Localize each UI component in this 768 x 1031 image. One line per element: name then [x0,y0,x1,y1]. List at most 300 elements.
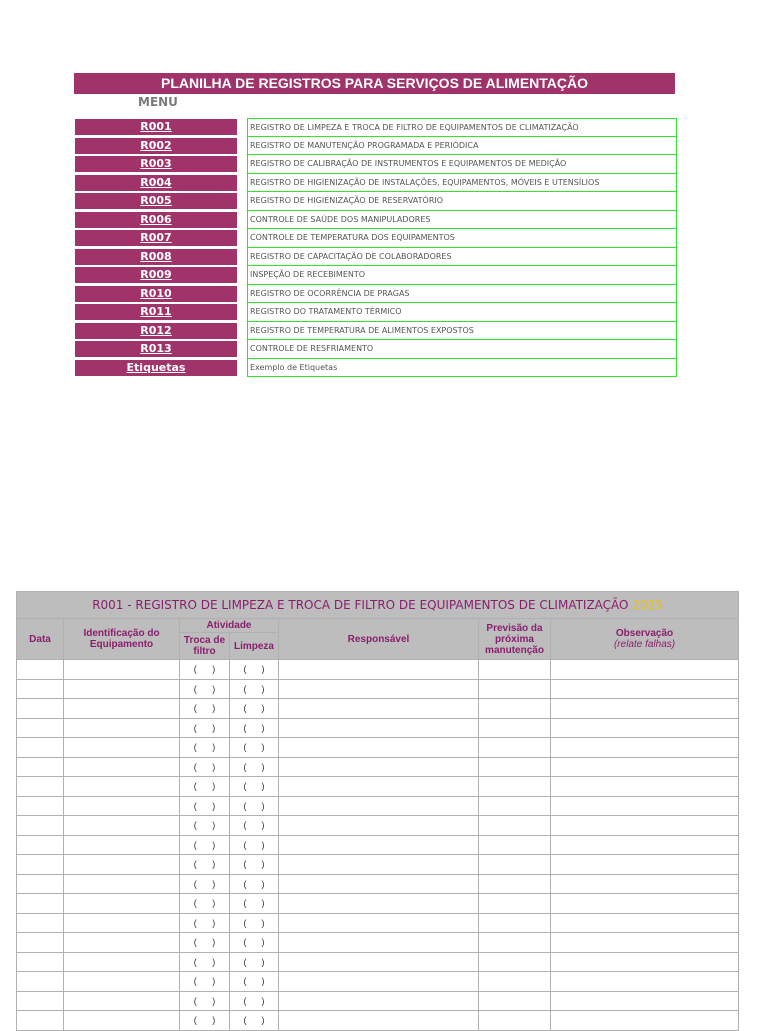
table-cell[interactable] [479,679,551,699]
paren-open: ( [193,800,197,811]
table-cell[interactable] [279,913,479,933]
table-cell[interactable] [551,874,739,894]
menu-link[interactable]: R004 [75,175,237,191]
table-cell[interactable] [17,874,64,894]
table-cell[interactable] [279,1011,479,1031]
paren-open: ( [243,878,247,889]
table-row [17,913,739,933]
checkbox-paren [180,859,229,869]
table-cell[interactable] [17,972,64,992]
table-cell[interactable] [479,874,551,894]
menu-row [75,137,677,156]
table-cell[interactable] [479,738,551,758]
table-cell[interactable] [551,816,739,836]
register-table [16,591,739,1031]
paren-open: ( [243,722,247,733]
paren-open: ( [243,839,247,850]
table-cell[interactable] [479,757,551,777]
troca-filtro-cell[interactable] [180,913,230,933]
col-responsavel-header: Responsável [279,619,479,660]
table-cell[interactable] [551,855,739,875]
checkbox-paren [180,996,229,1006]
checkbox-paren [230,879,278,889]
table-row [17,796,739,816]
limpeza-cell[interactable] [230,699,279,719]
menu-row [75,248,677,267]
table-cell[interactable] [17,738,64,758]
menu-row [75,192,677,211]
table-cell[interactable] [279,874,479,894]
troca-filtro-cell[interactable] [180,796,230,816]
menu-description: REGISTRO DE LIMPEZA E TROCA DE FILTRO DE EQUIPAMENTOS DE CLIMATIZAÇÃO [247,118,677,137]
table-cell[interactable] [479,972,551,992]
paren-close: ) [261,664,265,675]
paren-open: ( [243,781,247,792]
paren-close: ) [212,742,216,753]
table-cell[interactable] [551,894,739,914]
table-cell[interactable] [64,660,180,680]
troca-filtro-cell[interactable] [180,679,230,699]
paren-open: ( [193,683,197,694]
menu-description: REGISTRO DE HIGIENIZAÇÃO DE INSTALAÇÕES, EQUIPAMENTOS, MÓVEIS E UTENSÍLIOS [247,174,677,193]
table-cell[interactable] [479,718,551,738]
limpeza-cell[interactable] [230,738,279,758]
checkbox-paren [230,957,278,967]
paren-open: ( [193,781,197,792]
table-cell[interactable] [17,894,64,914]
paren-open: ( [243,800,247,811]
menu-description: REGISTRO DE CAPACITAÇÃO DE COLABORADORES [247,248,677,267]
table-cell[interactable] [551,933,739,953]
limpeza-cell[interactable] [230,991,279,1011]
checkbox-paren [230,840,278,850]
limpeza-cell[interactable] [230,757,279,777]
menu-link[interactable]: R013 [75,341,237,357]
menu-row [75,229,677,248]
col-obs-label: Observação [615,628,674,639]
menu-description: REGISTRO DE CALIBRAÇÃO DE INSTRUMENTOS E EQUIPAMENTOS DE MEDIÇÃO [247,155,677,174]
paren-open: ( [243,820,247,831]
table-cell[interactable] [551,991,739,1011]
table-cell[interactable] [279,699,479,719]
col-previsao-header: Previsão da próxima manutenção [479,619,551,660]
limpeza-cell[interactable] [230,952,279,972]
paren-open: ( [193,898,197,909]
paren-open: ( [193,722,197,733]
paren-close: ) [212,703,216,714]
troca-filtro-cell[interactable] [180,699,230,719]
table-cell[interactable] [479,894,551,914]
table-row [17,757,739,777]
col-equip-header: Identificação do Equipamento [64,619,180,660]
menu-link[interactable]: R002 [75,138,237,154]
paren-close: ) [261,781,265,792]
table-row [17,1011,739,1031]
paren-close: ) [261,703,265,714]
table-cell[interactable] [17,679,64,699]
menu-description: REGISTRO DE OCORRÊNCIA DE PRAGAS [247,285,677,304]
table-row [17,679,739,699]
table-cell[interactable] [551,835,739,855]
table-cell[interactable] [279,933,479,953]
checkbox-paren [230,996,278,1006]
table-cell[interactable] [64,835,180,855]
table-cell[interactable] [64,874,180,894]
paren-close: ) [212,683,216,694]
table-cell[interactable] [551,738,739,758]
paren-close: ) [261,937,265,948]
menu-description: REGISTRO DE HIGIENIZAÇÃO DE RESERVATÓRIO [247,192,677,211]
paren-close: ) [212,898,216,909]
menu-link[interactable]: R007 [75,230,237,246]
table-cell[interactable] [17,777,64,797]
checkbox-paren [230,723,278,733]
menu-description: REGISTRO DO TRATAMENTO TÉRMICO [247,303,677,322]
table-cell[interactable] [279,718,479,738]
menu-description: Exemplo de Etiquetas [247,359,677,378]
checkbox-paren [230,937,278,947]
table-cell[interactable] [551,796,739,816]
menu-description: REGISTRO DE MANUTENÇÃO PROGRAMADA E PERIÓDICA [247,137,677,156]
limpeza-cell[interactable] [230,874,279,894]
table-cell[interactable] [479,816,551,836]
col-obs-sublabel: (relate falhas) [613,639,676,650]
menu-description: CONTROLE DE TEMPERATURA DOS EQUIPAMENTOS [247,229,677,248]
limpeza-cell[interactable] [230,660,279,680]
table-cell[interactable] [64,855,180,875]
table-row [17,855,739,875]
col-troca-header: Troca de filtro [180,633,230,660]
troca-filtro-cell[interactable] [180,738,230,758]
table-cell[interactable] [64,816,180,836]
table-cell[interactable] [17,835,64,855]
paren-open: ( [193,859,197,870]
paren-close: ) [261,878,265,889]
table-cell[interactable] [279,894,479,914]
checkbox-paren [230,781,278,791]
menu-row [75,285,677,304]
menu-link[interactable]: R001 [75,119,237,135]
menu-description: CONTROLE DE RESFRIAMENTO [247,340,677,359]
table-cell[interactable] [279,679,479,699]
table-cell[interactable] [17,991,64,1011]
menu-description: INSPEÇÃO DE RECEBIMENTO [247,266,677,285]
paren-close: ) [261,722,265,733]
table-cell[interactable] [479,933,551,953]
paren-open: ( [193,820,197,831]
checkbox-paren [180,898,229,908]
table-cell[interactable] [479,1011,551,1031]
menu-row [75,303,677,322]
col-limpeza-header: Limpeza [230,633,279,660]
table-cell[interactable] [64,933,180,953]
paren-close: ) [212,937,216,948]
menu-link[interactable]: R005 [75,193,237,209]
table-row [17,738,739,758]
menu-row [75,155,677,174]
paren-close: ) [261,859,265,870]
table-cell[interactable] [551,660,739,680]
table-cell[interactable] [551,952,739,972]
table-row [17,816,739,836]
paren-open: ( [243,1015,247,1026]
paren-close: ) [261,761,265,772]
paren-close: ) [212,859,216,870]
checkbox-paren [180,703,229,713]
limpeza-cell[interactable] [230,796,279,816]
table-cell[interactable] [64,757,180,777]
table-cell[interactable] [279,835,479,855]
table-cell[interactable] [551,757,739,777]
paren-close: ) [261,917,265,928]
checkbox-paren [180,937,229,947]
menu-list [75,118,677,377]
menu-description: CONTROLE DE SAÚDE DOS MANIPULADORES [247,211,677,230]
limpeza-cell[interactable] [230,933,279,953]
table-row [17,933,739,953]
limpeza-cell[interactable] [230,718,279,738]
table-cell[interactable] [17,952,64,972]
paren-close: ) [261,820,265,831]
checkbox-paren [180,781,229,791]
table-cell[interactable] [551,777,739,797]
checkbox-paren [230,742,278,752]
limpeza-cell[interactable] [230,1011,279,1031]
checkbox-paren [180,957,229,967]
checkbox-paren [180,879,229,889]
checkbox-paren [180,664,229,674]
paren-open: ( [193,839,197,850]
troca-filtro-cell[interactable] [180,835,230,855]
table-cell[interactable] [279,816,479,836]
table-cell[interactable] [17,796,64,816]
paren-open: ( [243,995,247,1006]
checkbox-paren [180,723,229,733]
table-cell[interactable] [551,913,739,933]
paren-close: ) [261,898,265,909]
paren-close: ) [212,995,216,1006]
paren-open: ( [243,898,247,909]
table-cell[interactable] [279,972,479,992]
paren-close: ) [261,1015,265,1026]
troca-filtro-cell[interactable] [180,933,230,953]
table-row [17,972,739,992]
col-data-header: Data [17,619,64,660]
checkbox-paren [230,703,278,713]
register-table-wrapper [16,591,738,1031]
table-row [17,894,739,914]
table-cell[interactable] [64,991,180,1011]
table-cell[interactable] [17,699,64,719]
table-cell[interactable] [479,835,551,855]
paren-open: ( [193,937,197,948]
paren-open: ( [193,995,197,1006]
paren-close: ) [212,917,216,928]
paren-open: ( [193,917,197,928]
menu-label: MENU [138,95,178,109]
paren-open: ( [243,976,247,987]
table-cell[interactable] [479,777,551,797]
menu-description: REGISTRO DE TEMPERATURA DE ALIMENTOS EXPOSTOS [247,322,677,341]
limpeza-cell[interactable] [230,913,279,933]
table-cell[interactable] [64,972,180,992]
troca-filtro-cell[interactable] [180,718,230,738]
checkbox-paren [180,840,229,850]
paren-open: ( [243,917,247,928]
menu-link[interactable]: R010 [75,286,237,302]
register-title-text: R001 - REGISTRO DE LIMPEZA E TROCA DE FILTRO DE EQUIPAMENTOS DE CLIMATIZAÇÃO [92,598,629,612]
table-cell[interactable] [17,718,64,738]
menu-row [75,322,677,341]
col-atividade-header: Atividade [180,619,279,633]
checkbox-paren [230,684,278,694]
troca-filtro-cell[interactable] [180,972,230,992]
table-cell[interactable] [17,855,64,875]
paren-open: ( [243,664,247,675]
limpeza-cell[interactable] [230,835,279,855]
checkbox-paren [180,762,229,772]
table-cell[interactable] [64,738,180,758]
menu-link[interactable]: R008 [75,249,237,265]
table-cell[interactable] [64,679,180,699]
limpeza-cell[interactable] [230,855,279,875]
table-cell[interactable] [279,660,479,680]
limpeza-cell[interactable] [230,972,279,992]
table-cell[interactable] [279,757,479,777]
table-cell[interactable] [64,718,180,738]
table-row [17,718,739,738]
table-cell[interactable] [64,913,180,933]
table-row [17,699,739,719]
troca-filtro-cell[interactable] [180,816,230,836]
table-cell[interactable] [64,777,180,797]
page-title: PLANILHA DE REGISTROS PARA SERVIÇOS DE ALIMENTAÇÃO [74,73,675,94]
table-cell[interactable] [479,952,551,972]
table-cell[interactable] [64,796,180,816]
troca-filtro-cell[interactable] [180,660,230,680]
register-year: 2025 [632,598,663,612]
checkbox-paren [230,801,278,811]
table-cell[interactable] [551,699,739,719]
table-cell[interactable] [17,1011,64,1031]
paren-close: ) [261,976,265,987]
table-cell[interactable] [479,855,551,875]
menu-link[interactable]: R003 [75,156,237,172]
table-cell[interactable] [551,679,739,699]
table-cell[interactable] [479,991,551,1011]
checkbox-paren [230,918,278,928]
paren-open: ( [193,664,197,675]
table-cell[interactable] [279,777,479,797]
table-cell[interactable] [17,660,64,680]
table-cell[interactable] [64,1011,180,1031]
table-cell[interactable] [479,699,551,719]
menu-row [75,359,677,378]
table-row [17,660,739,680]
menu-row [75,211,677,230]
table-cell[interactable] [479,796,551,816]
table-cell[interactable] [551,972,739,992]
paren-open: ( [193,956,197,967]
table-cell[interactable] [279,952,479,972]
table-row [17,835,739,855]
checkbox-paren [230,898,278,908]
table-cell[interactable] [64,894,180,914]
limpeza-cell[interactable] [230,777,279,797]
table-cell[interactable] [479,660,551,680]
paren-close: ) [212,781,216,792]
limpeza-cell[interactable] [230,679,279,699]
table-cell[interactable] [64,952,180,972]
troca-filtro-cell[interactable] [180,757,230,777]
paren-close: ) [212,839,216,850]
paren-open: ( [243,859,247,870]
paren-close: ) [261,800,265,811]
paren-close: ) [261,742,265,753]
paren-open: ( [243,703,247,714]
table-cell[interactable] [64,699,180,719]
menu-link[interactable]: Etiquetas [75,360,237,376]
paren-close: ) [261,995,265,1006]
menu-link[interactable]: R006 [75,212,237,228]
paren-close: ) [261,956,265,967]
checkbox-paren [180,742,229,752]
menu-link[interactable]: R012 [75,323,237,339]
troca-filtro-cell[interactable] [180,874,230,894]
table-cell[interactable] [17,757,64,777]
menu-row [75,118,677,137]
paren-close: ) [212,976,216,987]
menu-row [75,266,677,285]
table-cell[interactable] [279,738,479,758]
table-row [17,777,739,797]
table-row [17,991,739,1011]
table-cell[interactable] [479,913,551,933]
table-cell[interactable] [17,913,64,933]
table-cell[interactable] [17,933,64,953]
table-cell[interactable] [551,1011,739,1031]
troca-filtro-cell[interactable] [180,952,230,972]
paren-close: ) [261,683,265,694]
menu-link[interactable]: R009 [75,267,237,283]
table-cell[interactable] [279,991,479,1011]
table-cell[interactable] [551,718,739,738]
paren-close: ) [212,722,216,733]
paren-close: ) [212,1015,216,1026]
checkbox-paren [230,762,278,772]
table-cell[interactable] [17,816,64,836]
troca-filtro-cell[interactable] [180,1011,230,1031]
paren-open: ( [243,742,247,753]
checkbox-paren [230,820,278,830]
troca-filtro-cell[interactable] [180,991,230,1011]
limpeza-cell[interactable] [230,894,279,914]
paren-open: ( [193,976,197,987]
troca-filtro-cell[interactable] [180,777,230,797]
checkbox-paren [230,664,278,674]
table-cell[interactable] [279,855,479,875]
checkbox-paren [180,684,229,694]
checkbox-paren [180,801,229,811]
paren-open: ( [193,878,197,889]
paren-open: ( [243,956,247,967]
limpeza-cell[interactable] [230,816,279,836]
menu-link[interactable]: R011 [75,304,237,320]
table-cell[interactable] [279,796,479,816]
troca-filtro-cell[interactable] [180,855,230,875]
troca-filtro-cell[interactable] [180,894,230,914]
paren-open: ( [193,703,197,714]
